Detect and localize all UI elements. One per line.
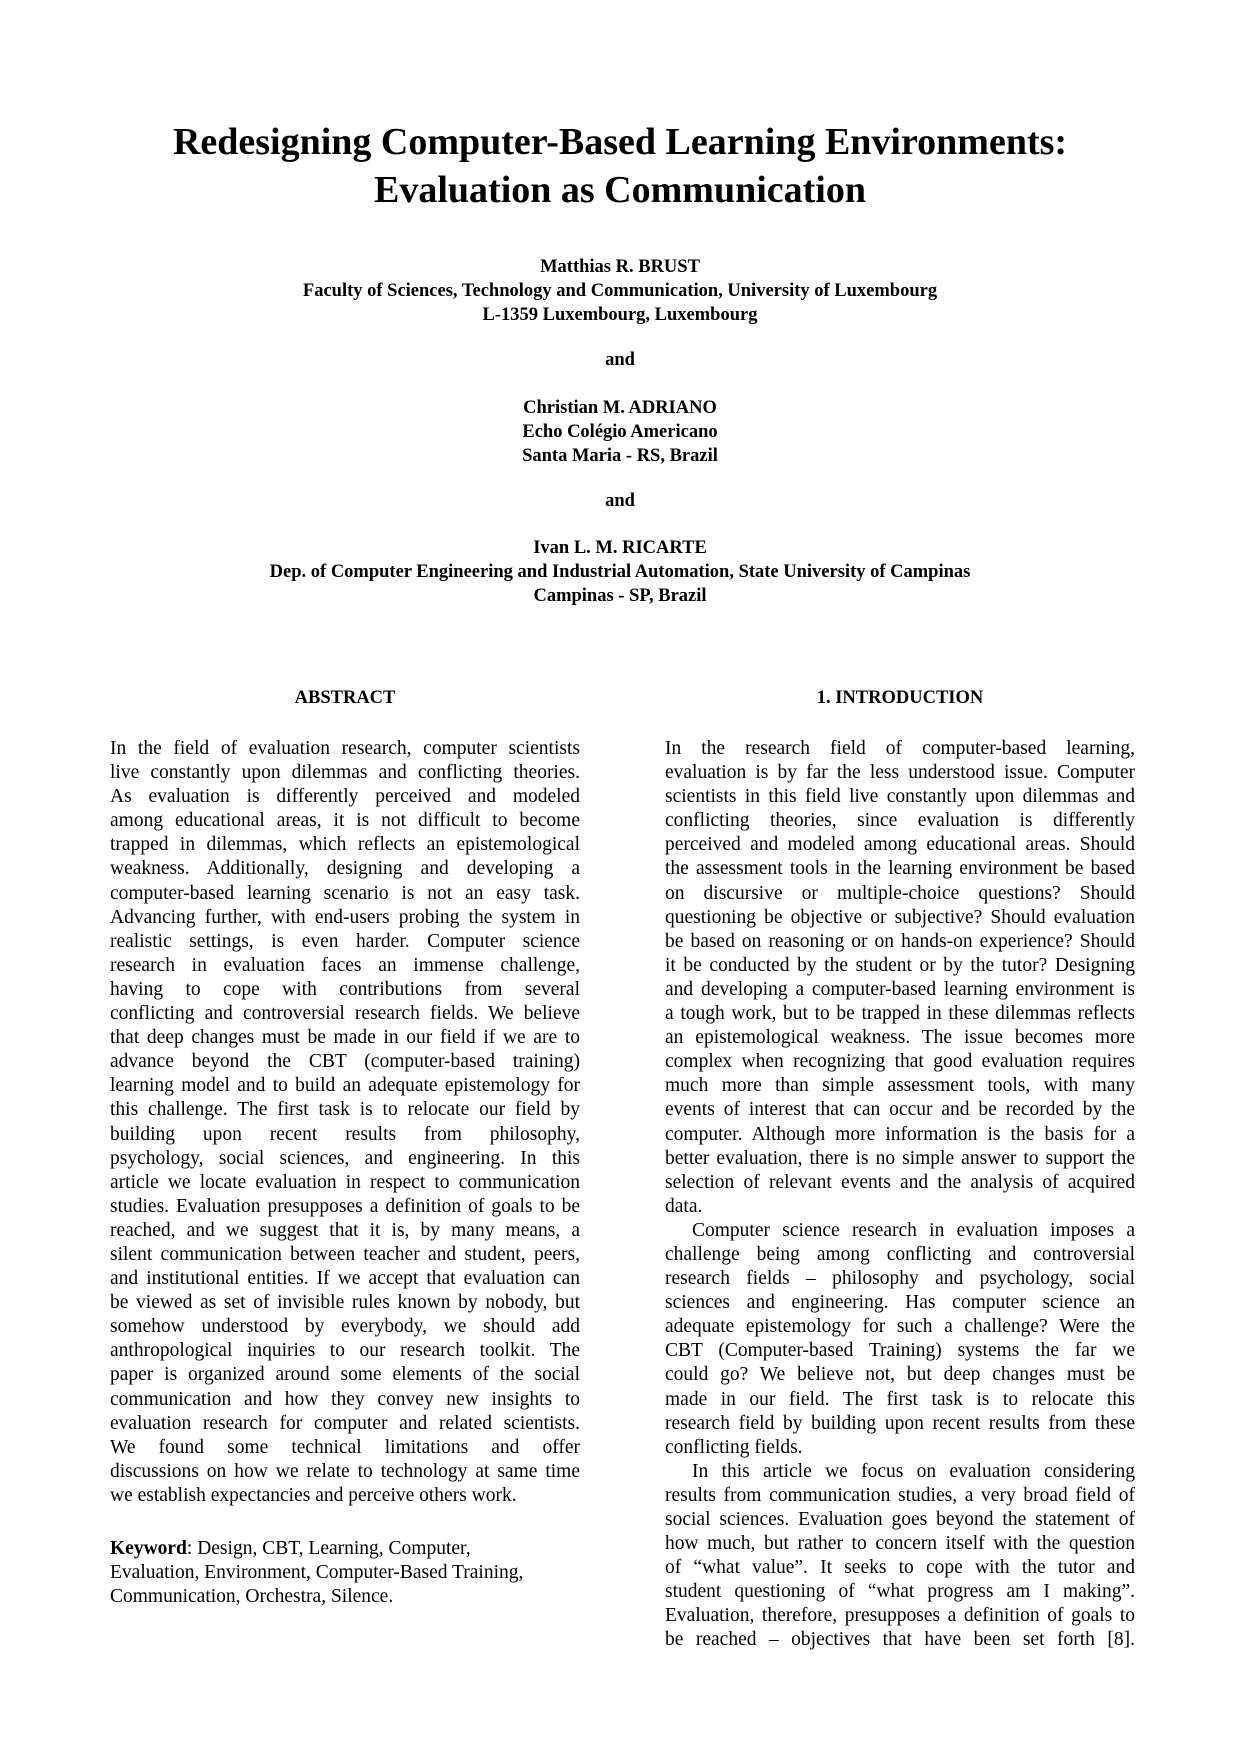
text-line: building upon recent results from philosophy, [110, 1123, 580, 1145]
text-line: advance beyond the CBT (computer-based training) [110, 1051, 580, 1073]
text-line: results from communication studies, a very broad field of [665, 1484, 1135, 1506]
text-line: perceived and modeled among educational areas. Should [665, 834, 1135, 856]
text-line: be viewed as set of invisible rules known by nobody, but [110, 1292, 580, 1314]
text-line: how much, but rather to concern itself with the question [665, 1533, 1135, 1555]
text-line: research in evaluation faces an immense challenge, [110, 954, 580, 976]
text-line: computer-based learning scenario is not an easy task. [110, 882, 580, 904]
author-location: L-1359 Luxembourg, Luxembourg [482, 305, 758, 325]
abstract-heading: ABSTRACT [294, 688, 396, 708]
text-line: evaluation is by far the less understood issue. Computer [665, 762, 1135, 784]
introduction-heading: 1. INTRODUCTION [816, 688, 984, 708]
text-line: silent communication between teacher and student, peers, [110, 1243, 580, 1265]
introduction-body [665, 737, 1135, 1653]
text-line: research field by building upon recent results from these [665, 1412, 1135, 1434]
text-line: events of interest that can occur and be recorded by the [665, 1099, 1135, 1121]
text-line: made in our field. The first task is to relocate this [665, 1388, 1135, 1410]
text-line: that deep changes must be made in our field if we are to [110, 1027, 580, 1049]
text-line: be based on reasoning or on hands-on experience? Should [665, 930, 1135, 952]
text-line: In the field of evaluation research, computer scientists [110, 738, 580, 759]
text-line: of “what value”. It seeks to cope with the tutor and [665, 1557, 1135, 1579]
text-line: As evaluation is differently perceived and modeled [110, 786, 580, 808]
text-line: psychology, social sciences, and engineering. In this [110, 1147, 580, 1169]
text-line: trapped in dilemmas, which reflects an epistemological [110, 834, 580, 856]
text-line: In this article we focus on evaluation considering [692, 1460, 1135, 1482]
keyword-line: Keyword: Design, CBT, Learning, Computer, [110, 1538, 471, 1559]
text-line: better evaluation, there is no simple answer to support the [665, 1147, 1135, 1169]
text-line: the assessment tools in the learning environment be based [665, 858, 1135, 880]
text-line: article we locate evaluation in respect to communication [110, 1171, 580, 1193]
text-line: paper is organized around some elements of the social [110, 1364, 580, 1386]
text-line: complex when recognizing that good evaluation requires [665, 1051, 1135, 1073]
text-line: adequate epistemology for such a challenge? Were the [665, 1316, 1135, 1338]
text-line: much more than simple assessment tools, with many [665, 1075, 1135, 1097]
text-line: somehow understood by everybody, we should add [110, 1316, 580, 1338]
text-line: Evaluation, therefore, presupposes a definition of goals to [665, 1605, 1135, 1627]
title-line-1: Redesigning Computer-Based Learning Environments: [172, 121, 1068, 163]
keyword-line: Evaluation, Environment, Computer-Based Training, [110, 1562, 524, 1584]
text-line: Advancing further, with end-users probing the system in [110, 906, 580, 928]
text-line: data. [665, 1195, 703, 1217]
text-line: realistic settings, is even harder. Computer science [110, 930, 580, 952]
text-line: on discursive or multiple-choice questions? Should [665, 882, 1135, 904]
text-line: student questioning of “what progress am I making”. [665, 1581, 1135, 1603]
author-affiliation: Echo Colégio Americano [522, 422, 718, 442]
author-conjunction: and [605, 350, 635, 370]
text-line: among educational areas, it is not difficult to become [110, 810, 580, 832]
title-line-2: Evaluation as Communication [374, 169, 866, 211]
text-line: questioning be objective or subjective? Should evaluation [665, 906, 1135, 928]
text-line: this challenge. The first task is to relocate our field by [110, 1099, 580, 1121]
text-line: having to cope with contributions from several [110, 978, 580, 1000]
text-line: challenge being among conflicting and controversial [665, 1243, 1135, 1265]
text-line: We found some technical limitations and offer [110, 1436, 580, 1458]
text-line: reached, and we suggest that it is, by many means, a [110, 1219, 580, 1241]
text-line: social sciences. Evaluation goes beyond the statement of [665, 1509, 1135, 1530]
text-line: scientists in this field live constantly upon dilemmas and [665, 786, 1135, 808]
author-name: Christian M. ADRIANO [523, 398, 717, 418]
author-affiliation: Faculty of Sciences, Technology and Communication, University of Luxembourg [302, 281, 938, 301]
text-line: live constantly upon dilemmas and conflicting theories. [110, 762, 580, 784]
text-line: could go? We believe not, but deep changes must be [665, 1364, 1135, 1386]
text-line: computer. Although more information is the basis for a [665, 1123, 1135, 1145]
author-name: Ivan L. M. RICARTE [533, 538, 707, 558]
author-affiliation: Dep. of Computer Engineering and Industrial Automation, State University of Campinas [269, 562, 971, 582]
text-line: discussions on how we relate to technology at same time [110, 1460, 580, 1482]
author-location: Campinas - SP, Brazil [533, 586, 707, 606]
paper-title [0, 118, 1240, 214]
text-line: Computer science research in evaluation imposes a [692, 1219, 1135, 1241]
text-line: it be conducted by the student or by the tutor? Designing [665, 954, 1135, 976]
author-conjunction: and [605, 491, 635, 511]
text-line: conflicting fields. [665, 1436, 803, 1458]
text-line: selection of relevant events and the analysis of acquired [665, 1171, 1135, 1193]
text-line: conflicting and controversial research fields. We believe [110, 1003, 580, 1025]
text-line: we establish expectancies and perceive others work. [110, 1484, 517, 1506]
text-line: learning model and to build an adequate epistemology for [110, 1075, 580, 1097]
author-location: Santa Maria - RS, Brazil [522, 446, 718, 466]
text-line: studies. Evaluation presupposes a definition of goals to be [110, 1195, 580, 1217]
text-line: and developing a computer-based learning environment is [665, 978, 1135, 1000]
text-line: an epistemological weakness. The issue becomes more [665, 1027, 1135, 1049]
author-name: Matthias R. BRUST [540, 257, 700, 277]
text-line: a tough work, but to be trapped in these dilemmas reflects [665, 1003, 1135, 1025]
text-line: be reached – objectives that have been set forth [8]. [665, 1629, 1135, 1651]
keyword-label: Keyword [110, 1538, 187, 1559]
abstract-body [110, 737, 580, 1508]
text-line: conflicting theories, since evaluation is differently [665, 810, 1135, 832]
text-line: research fields – philosophy and psychology, social [665, 1268, 1135, 1290]
keyword-line: Communication, Orchestra, Silence. [110, 1586, 394, 1608]
text-line: CBT (Computer-based Training) systems the far we [665, 1340, 1135, 1362]
text-line: sciences and engineering. Has computer science an [665, 1292, 1135, 1314]
text-line: communication and how they convey new insights to [110, 1388, 580, 1410]
text-line: In the research field of computer-based learning, [665, 738, 1135, 759]
text-line: evaluation research for computer and related scientists. [110, 1412, 580, 1434]
keywords [110, 1537, 580, 1609]
text-line: weakness. Additionally, designing and developing a [110, 858, 580, 880]
text-line: and institutional entities. If we accept that evaluation can [110, 1268, 580, 1290]
text-line: anthropological inquiries to our research toolkit. The [110, 1340, 580, 1362]
